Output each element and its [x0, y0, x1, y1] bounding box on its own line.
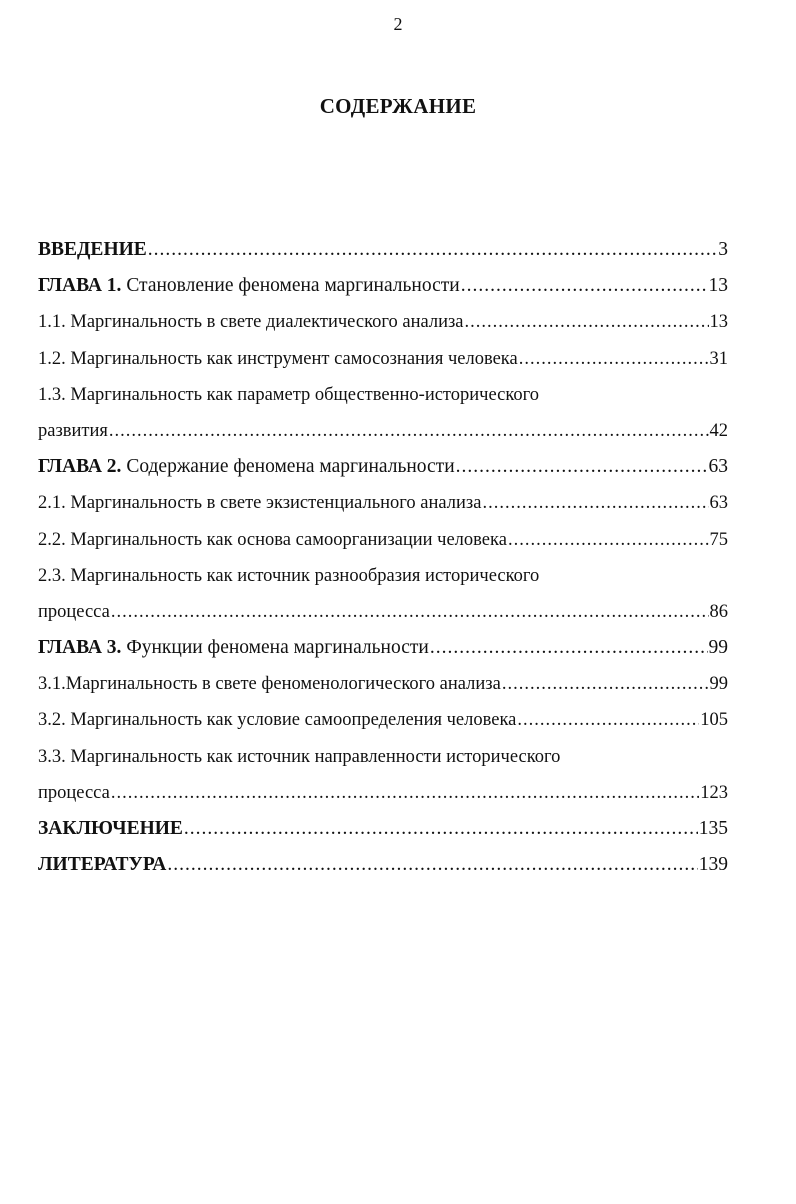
page-title: СОДЕРЖАНИЕ [319, 94, 477, 118]
toc-page-number: 31 [709, 348, 728, 369]
toc-page-number: 75 [709, 529, 728, 550]
toc-entry-section-3-2[interactable] [38, 706, 728, 742]
toc-entry-label: процесса [38, 782, 110, 803]
toc-entry-section-2-1[interactable] [38, 489, 728, 525]
toc-entry-literature[interactable] [38, 851, 728, 887]
toc-leader-dots [456, 453, 708, 481]
toc-entry-section-3-3-line-1[interactable] [38, 743, 728, 779]
toc-leader-dots [111, 779, 699, 807]
toc-leader-dots [461, 272, 708, 300]
toc-page-number: 13 [708, 275, 728, 297]
chapter-number: ГЛАВА 3. [38, 637, 122, 659]
toc-entry-label: 2.1. Маргинальность в свете экзистенциального анализа [38, 493, 482, 514]
chapter-number: ГЛАВА 2. [38, 456, 122, 478]
toc-entry-chapter-1[interactable] [38, 272, 728, 308]
toc-entry-section-1-1[interactable] [38, 308, 728, 344]
toc-entry-label: 3.2. Маргинальность как условие самоопределения человека [38, 710, 517, 731]
toc-entry-label: 2.2. Маргинальность как основа самоорганизации человека [38, 529, 507, 550]
toc-entry-section-1-2[interactable] [38, 345, 728, 381]
toc-leader-dots [517, 706, 699, 734]
toc-leader-dots [519, 345, 709, 373]
toc-entry-label: 2.3. Маргинальность как источник разнообразия исторического [38, 565, 540, 586]
toc-page-number: 86 [709, 601, 728, 622]
toc-entry-label: 1.1. Маргинальность в свете диалектического анализа [38, 312, 464, 333]
toc-leader-dots [184, 815, 698, 843]
toc-entry-label: ВВЕДЕНИЕ [38, 239, 147, 260]
toc-page-number: 135 [698, 818, 728, 839]
chapter-title: Функции феномена маргинальности [126, 637, 429, 659]
toc-leader-dots [502, 670, 709, 698]
toc-leader-dots [167, 851, 697, 879]
toc-leader-dots [111, 598, 709, 626]
toc-page-number: 42 [709, 420, 728, 441]
toc-entry-label [38, 634, 429, 662]
toc-leader-dots [465, 308, 709, 336]
toc-entry-label: ЗАКЛЮЧЕНИЕ [38, 818, 183, 839]
toc-leader-dots [109, 417, 709, 445]
toc-leader-dots [148, 236, 717, 264]
toc-entry-label: 3.1.Маргинальность в свете феноменологического анализа [38, 674, 501, 695]
toc-entry-label [38, 453, 455, 481]
toc-entry-section-2-3-line-1[interactable] [38, 562, 728, 598]
toc-leader-dots [508, 526, 709, 554]
toc-page-number: 105 [700, 710, 728, 731]
toc-page-number: 123 [700, 782, 728, 803]
toc-page-number: 63 [709, 493, 728, 514]
toc-page-number: 99 [708, 637, 728, 659]
toc-entry-conclusion[interactable] [38, 815, 728, 851]
toc-page-number: 13 [709, 312, 728, 333]
toc-page-number: 139 [698, 854, 728, 876]
toc-entry-label: 1.2. Маргинальность как инструмент самосознания человека [38, 348, 518, 369]
toc-entry-label: 1.3. Маргинальность как параметр общественно-исторического [38, 384, 540, 405]
toc-entry-label: 3.3. Маргинальность как источник направленности исторического [38, 746, 561, 767]
table-of-contents [38, 236, 728, 887]
toc-entry-label [38, 272, 460, 300]
toc-entry-section-1-3-line-2[interactable] [38, 417, 728, 453]
toc-entry-section-3-3-line-2[interactable] [38, 779, 728, 815]
toc-entry-label: развития [38, 420, 108, 441]
toc-entry-label: процесса [38, 601, 110, 622]
toc-page-number: 63 [708, 456, 728, 478]
toc-entry-chapter-2[interactable] [38, 453, 728, 489]
toc-entry-introduction[interactable] [38, 236, 728, 272]
chapter-number: ГЛАВА 1. [38, 275, 122, 297]
toc-entry-section-2-2[interactable] [38, 526, 728, 562]
chapter-title: Содержание феномена маргинальности [126, 456, 455, 478]
toc-entry-label: ЛИТЕРАТУРА [38, 854, 167, 876]
toc-entry-section-1-3-line-1[interactable] [38, 381, 728, 417]
toc-entry-section-3-1[interactable] [38, 670, 728, 706]
toc-entry-chapter-3[interactable] [38, 634, 728, 670]
toc-entry-section-2-3-line-2[interactable] [38, 598, 728, 634]
toc-page-number: 3 [718, 239, 728, 260]
toc-leader-dots [482, 489, 708, 517]
page-number: 2 [393, 14, 403, 34]
toc-leader-dots [430, 634, 708, 662]
chapter-title: Становление феномена маргинальности [126, 275, 460, 297]
toc-page-number: 99 [709, 674, 728, 695]
